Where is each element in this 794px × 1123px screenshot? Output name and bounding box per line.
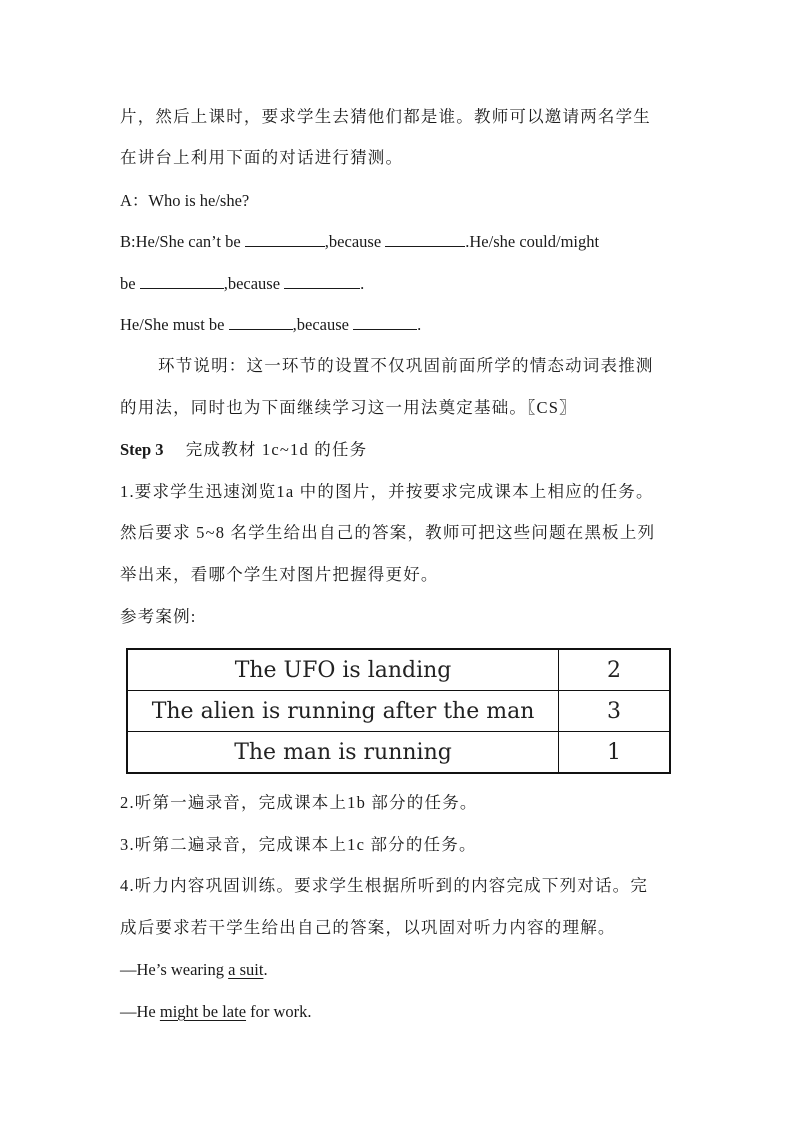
table-cell-text: The alien is running after the man [127, 691, 559, 732]
table-cell-text: The man is running [127, 732, 559, 774]
item2: 2.听第一遍录音，完成课本上1b 部分的任务。 [120, 793, 478, 812]
answer-1-fill: a suit [228, 960, 264, 979]
dialogue-line-b2 [120, 274, 364, 294]
dialogue-c-pre: He/She must be [120, 315, 229, 334]
answer-2-pre: —He [120, 1002, 160, 1021]
dialogue-b1-post: .He/she could/might [465, 232, 600, 251]
answer-blank [385, 232, 465, 247]
item1-line-1: 1.要求学生迅速浏览1a 中的图片，并按要求完成课本上相应的任务。 [120, 482, 654, 501]
answer-blank [245, 232, 325, 247]
step3-title: 完成教材 1c~1d 的任务 [185, 440, 368, 459]
reference-label: 参考案例: [120, 607, 197, 626]
item1-line-3: 举出来，看哪个学生对图片把握得更好。 [120, 565, 439, 584]
table-cell-number: 1 [559, 732, 670, 774]
item4-line-2: 成后要求若干学生给出自己的答案，以巩固对听力内容的理解。 [120, 918, 616, 937]
note-line-1: 环节说明：这一环节的设置不仅巩固前面所学的情态动词表推测 [158, 356, 654, 375]
paragraph-1-line-1: 片，然后上课时，要求学生去猜他们都是谁。教师可以邀请两名学生 [120, 107, 651, 126]
note-line-2: 的用法，同时也为下面继续学习这一用法奠定基础。〖CS〗 [120, 398, 577, 417]
step3-heading [120, 440, 367, 460]
table-row [127, 649, 670, 691]
paragraph-1-line-2: 在讲台上利用下面的对话进行猜测。 [120, 148, 404, 167]
dialogue-b2-mid: ,because [223, 274, 285, 293]
dialogue-b2-post: . [360, 274, 365, 293]
step3-label: Step 3 [120, 440, 164, 459]
answer-line-1 [120, 960, 268, 980]
item1-line-2: 然后要求 5~8 名学生给出自己的答案，教师可把这些问题在黑板上列 [120, 523, 656, 542]
item4-line-1: 4.听力内容巩固训练。要求学生根据所听到的内容完成下列对话。完 [120, 876, 649, 895]
table-cell-number: 2 [559, 649, 670, 691]
dialogue-b2-pre: be [120, 274, 140, 293]
answer-1-pre: —He’s wearing [120, 960, 229, 979]
dialogue-line-b1 [120, 232, 599, 252]
dialogue-line-c [120, 315, 421, 335]
answer-line-2 [120, 1002, 312, 1022]
example-table [126, 648, 671, 774]
dialogue-b1-mid: ,because [324, 232, 386, 251]
answer-2-fill: might be late [159, 1002, 247, 1021]
table-row [127, 691, 670, 732]
dialogue-c-mid: ,because [292, 315, 354, 334]
table-row [127, 732, 670, 774]
table-cell-text: The UFO is landing [127, 649, 559, 691]
dialogue-b1-pre: B:He/She can’t be [120, 232, 245, 251]
dialogue-c-post: . [417, 315, 422, 334]
table-cell-number: 3 [559, 691, 670, 732]
dialogue-line-a: A：Who is he/she? [120, 191, 250, 210]
answer-blank [353, 315, 417, 330]
answer-1-post: . [263, 960, 268, 979]
answer-blank [284, 274, 360, 289]
item3: 3.听第二遍录音，完成课本上1c 部分的任务。 [120, 835, 477, 854]
answer-blank [229, 315, 293, 330]
answer-blank [140, 274, 224, 289]
answer-2-post: for work. [246, 1002, 312, 1021]
